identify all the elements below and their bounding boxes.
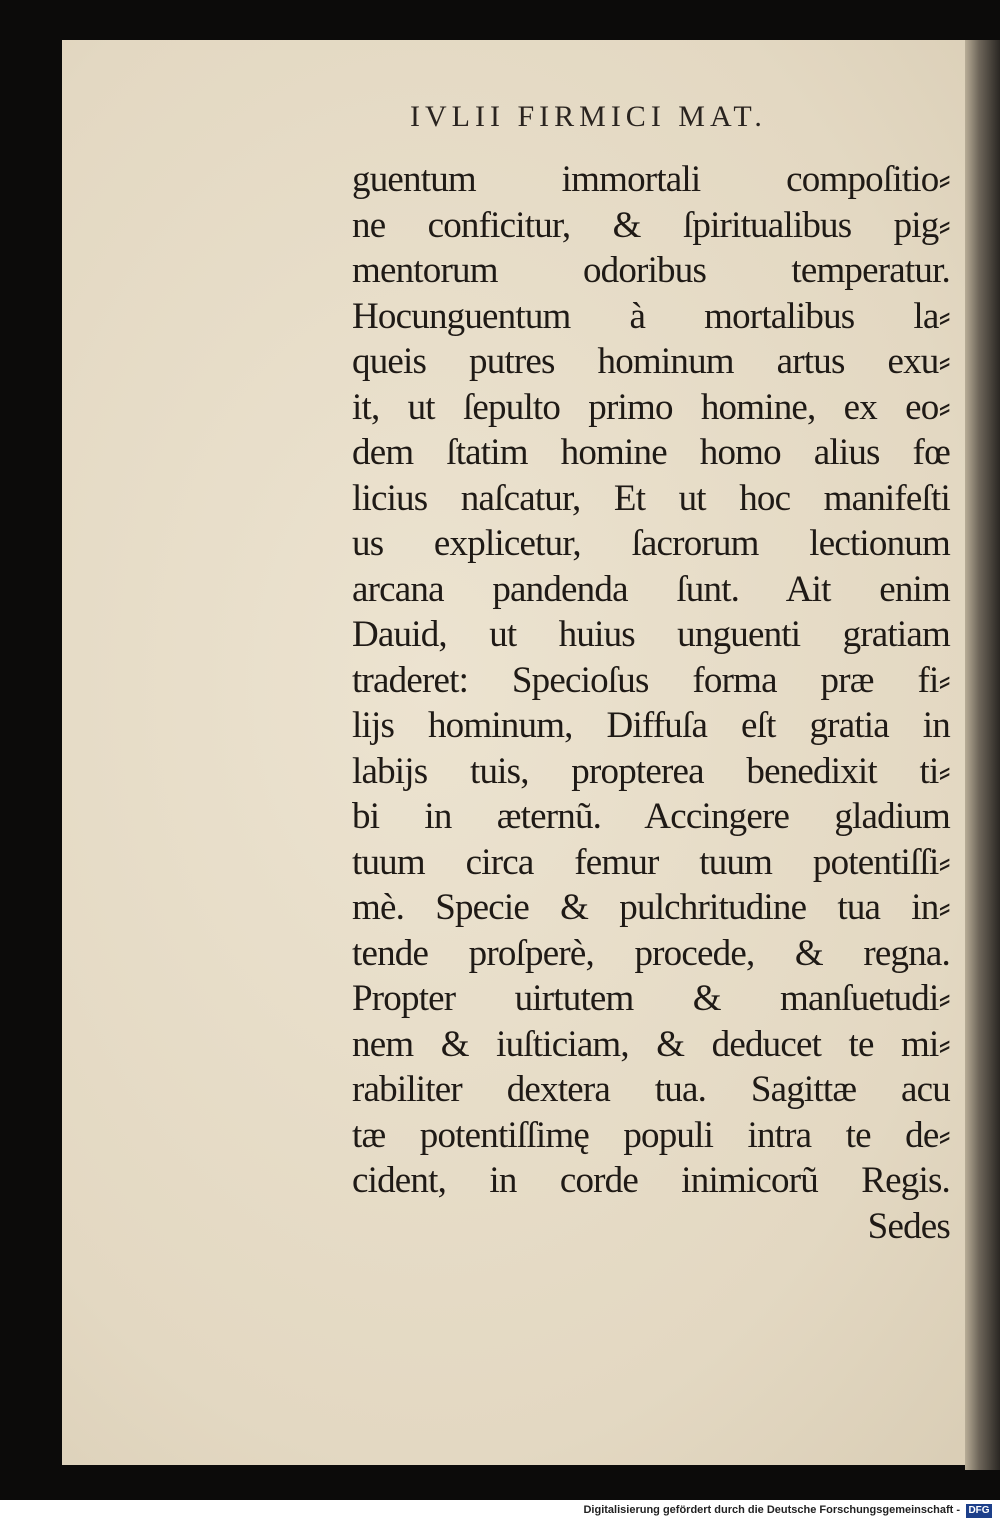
text-line: nem & iuſticiam, & deducet te mi⸗: [352, 1023, 950, 1065]
text-line: Hocunguentum à mortalibus la⸗: [352, 295, 950, 337]
text-line: Propter uirtutem & manſuetudi⸗: [352, 978, 950, 1019]
text-line: rabiliter dextera tua. Sagittæ acu: [352, 1069, 950, 1110]
text-line: Dauid, ut huius unguenti gratiam: [352, 614, 950, 655]
dfg-logo: DFG: [966, 1504, 992, 1518]
text-line: guentum immortali compoſitio⸗: [352, 159, 950, 200]
text-line: licius naſcatur, Et ut hoc manifeſti: [352, 477, 950, 519]
text-line: tende proſperè, procede, & regna.: [352, 932, 950, 974]
text-line: tuum circa femur tuum potentiſſi⸗: [352, 841, 950, 883]
text-line: Sedes: [867, 1205, 950, 1247]
text-line: arcana pandenda ſunt. Ait enim: [352, 568, 950, 610]
text-line: it, ut ſepulto primo homine, ex eo⸗: [352, 386, 950, 428]
text-line: tæ potentiſſimę populi intra te de⸗: [352, 1114, 950, 1156]
funding-notice: Digitalisierung gefördert durch die Deutsche Forschungsgemeinschaft -: [583, 1504, 960, 1516]
text-line: queis putres hominum artus exu⸗: [352, 341, 950, 382]
body-text: [352, 157, 950, 1249]
text-line: bi in æternũ. Accingere gladium: [352, 796, 950, 837]
footer-bar: [0, 1500, 1000, 1523]
text-line: traderet: Specioſus forma præ fi⸗: [352, 659, 950, 701]
text-line: ne conficitur, & ſpiritualibus pig⸗: [352, 204, 950, 246]
text-line: labijs tuis, propterea benedixit ti⸗: [352, 750, 950, 792]
text-line: dem ſtatim homine homo alius fœ: [352, 432, 950, 473]
text-line: mè. Specie & pulchritudine tua in⸗: [352, 887, 950, 928]
running-header: IVLII FIRMICI MAT.: [410, 100, 767, 133]
text-line: lijs hominum, Diffuſa eſt gratia in: [352, 705, 950, 746]
text-line: cident, in corde inimicorũ Regis.: [352, 1160, 950, 1201]
book-gutter: [965, 40, 1000, 1470]
text-line: mentorum odoribus temperatur.: [352, 250, 950, 291]
text-line: us explicetur, ſacrorum lectionum: [352, 523, 950, 564]
